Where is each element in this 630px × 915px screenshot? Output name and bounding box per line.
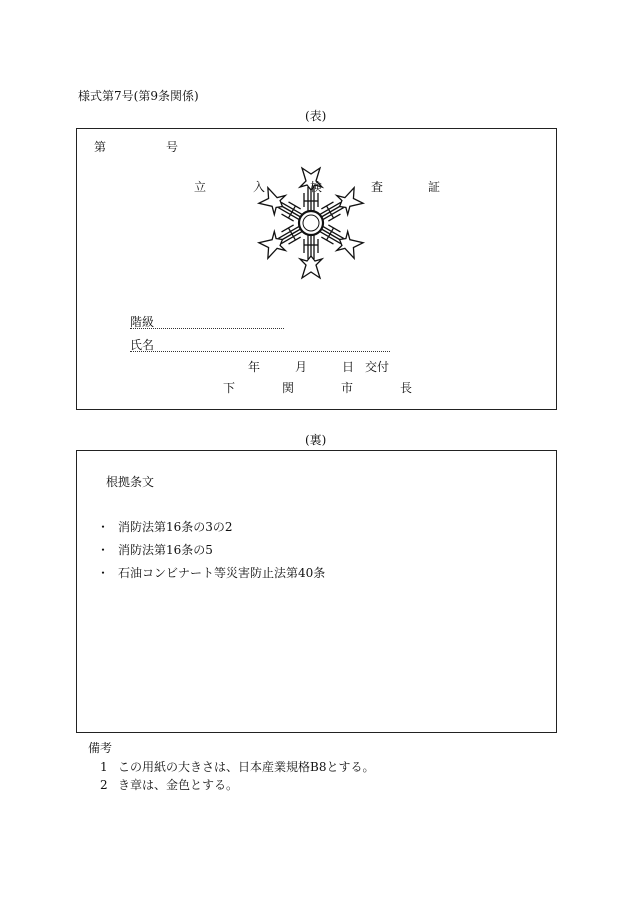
note-text-1: この用紙の大きさは、日本産業規格B8とする。 bbox=[118, 760, 375, 774]
form-title: 様式第7号(第9条関係) bbox=[78, 89, 199, 103]
name-line bbox=[130, 351, 390, 352]
issuer-char-3: 市 bbox=[341, 381, 354, 395]
basis-item-3: 石油コンビナート等災害防止法第40条 bbox=[118, 566, 326, 580]
back-card bbox=[76, 450, 557, 733]
title-char-1: 立 bbox=[194, 180, 207, 194]
issuer-char-1: 下 bbox=[223, 381, 236, 395]
basis-bullet-3: ・ bbox=[97, 566, 110, 580]
date-month: 月 bbox=[295, 360, 308, 374]
basis-title: 根拠条文 bbox=[106, 475, 155, 489]
title-char-4: 査 bbox=[371, 180, 384, 194]
back-heading: (裏) bbox=[305, 433, 327, 447]
notes-title: 備考 bbox=[88, 741, 113, 755]
date-issued: 交付 bbox=[365, 360, 390, 374]
number-label-go: 号 bbox=[166, 140, 179, 154]
name-label: 氏名 bbox=[130, 338, 155, 352]
issuer-char-4: 長 bbox=[400, 381, 413, 395]
number-label-dai: 第 bbox=[94, 140, 107, 154]
title-char-3: 検 bbox=[310, 180, 323, 194]
rank-line bbox=[130, 328, 284, 329]
rank-label: 階級 bbox=[130, 315, 155, 329]
date-day: 日 bbox=[342, 360, 355, 374]
basis-item-2: 消防法第16条の5 bbox=[118, 543, 213, 557]
basis-bullet-1: ・ bbox=[97, 520, 110, 534]
issuer-char-2: 関 bbox=[282, 381, 295, 395]
title-char-2: 入 bbox=[253, 180, 266, 194]
basis-bullet-2: ・ bbox=[97, 543, 110, 557]
date-year: 年 bbox=[248, 360, 261, 374]
title-char-5: 証 bbox=[428, 180, 441, 194]
front-heading: (表) bbox=[305, 109, 327, 123]
note-text-2: き章は、金色とする。 bbox=[118, 778, 239, 792]
note-num-1: 1 bbox=[100, 760, 108, 774]
basis-item-1: 消防法第16条の3の2 bbox=[118, 520, 233, 534]
fire-department-emblem-icon bbox=[246, 158, 376, 288]
note-num-2: 2 bbox=[100, 778, 108, 792]
